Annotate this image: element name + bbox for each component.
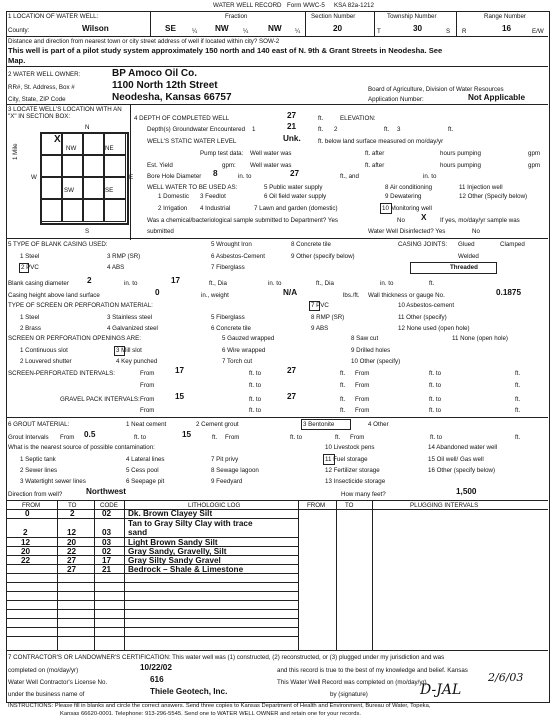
form-title: WATER WELL RECORD — [213, 2, 282, 9]
static-value: Unk. — [283, 134, 301, 143]
encountered-label: Depth(s) Groundwater Encountered — [147, 126, 246, 133]
screen-to: 27 — [287, 366, 297, 375]
casing-pvc: 2 PVC — [21, 264, 39, 271]
distance-text-2: Map. — [8, 56, 26, 65]
address-label: RR#, St. Address, Box # — [8, 84, 75, 91]
application-value: Not Applicable — [468, 93, 526, 102]
city-label: City, State, ZIP Code — [8, 96, 66, 103]
contam-fuel-storage: 11 Fuel storage — [325, 456, 368, 463]
mile-label: 1 Mile — [12, 143, 19, 160]
depth-value: 27 — [287, 111, 297, 120]
application-label: Application Number: — [368, 96, 424, 103]
owner-label: 2 WATER WELL OWNER: — [8, 71, 81, 78]
casing-diameter: 2 — [87, 276, 92, 285]
grout-bentonite: 3 Bentonite — [303, 421, 335, 428]
fraction-2: NW — [215, 24, 229, 33]
casing-weight: N/A — [283, 288, 298, 297]
fraction-1: SE — [165, 24, 176, 33]
grout-to: 15 — [182, 430, 192, 439]
screen-pvc: 7 PVC — [311, 302, 329, 309]
instructions-line-1: INSTRUCTIONS: Please fill in blanks and circle the correct answers. Send three copies to Kansas Department of Health and Environment, Bureau of Water, Topeka, — [8, 703, 431, 709]
grout-from: 0.5 — [84, 430, 96, 439]
city-value: Neodesha, Kansas 66757 — [112, 92, 232, 103]
fraction-label: Fraction — [225, 13, 248, 20]
well-record-form: WATER WELL RECORD Form WWC-5 KSA 82a-1212 1 LOCATION OF WATER WELL: County: Wilson Fraction SE ¼ NW ¼ NW ¼ Section Number 20 Township Number T 30 S Range Number R 16 E/W Distance and direction from nearest town or city street address of well if located within city? SOW-2 This well is part of a pilot study system approximately 150 north and 140 east of N. 9th & Grant Streets in Neodesha. See Map. 2 WATER WELL OWNER: BP Amoco Oil Co. RR#, St. Address, Box # 1100 North 12th Street City, State, ZIP Code Neodesha, Kansas 66757 Board of Agriculture, Division of Water Resources Application Number: Not Applicable 3 LOCATE WELL'S LOCATION WITH AN "X" IN SECTION BOX: N S W E 1 Mile X NW NE SW SE 4 DEPTH OF COMPLETED WELL 27 ft. ELEVATION: Depth(s) Groundwater Encountered 1 21 ft. 2 ft. 3 ft. WELL'S STATIC WATER LEVEL Unk. ft. below land surface measured on mo/day/yr Pump test data: Well water was ft. after hours pumping gpm Est. Yield gpm: Well water was ft. after hours pumping gpm Bore Hole Diameter 8 in. to 27 ft., and in. to WELL WATER TO BE USED AS: 1 Domestic 2 Irrigation 3 Feedlot 4 Industrial 5 Public water supply 6 Oil field water supply 7 Lawn and garden (domestic) 8 Air conditioning 9 Dewatering 10 Monitoring well 11 Injection well 12 Other (Specify below) Was a chemical/bacteriological sample submitted to Department? Yes No X If yes, mo/day/yr sample was submitted Water Well Disinfected? Yes No 5 TYPE OF BLANK CASING USED: 1 Steel 2 PVC 3 RMP (SR) 4 ABS 5 Wrought Iron 6 Asbestos-Cement 7 Fiberglass 8 Concrete tile 9 Other (specify below) CASING JOINTS: Glued Clamped Welded Threaded Blank casing diameter 2 in. to 17 ft., Dia in. to ft., Dia in. to ft. Casing height above land surface 0 in., weight N/A lbs./ft. Wall thickness or gauge No. 0.1875 TYPE OF SCREEN OR PERFORATION MATERIAL: 1 Steel 2 Brass 3 Stainless steel 4 Galvanized steel 5 Fiberglass 6 Concrete tile 7 PVC 8 RMP (SR) 9 ABS 10 Asbestos-cement 11 Other (specify) 12 None used (open hole) SCREEN OR PERFORATION OPENINGS ARE: 1 Continuous slot 2 Louvered shutter 3 Mill slot 4 Key punched 5 Gauzed wrapped 6 Wire wrapped 7 Torch cut 8 Saw cut 9 Drilled holes 10 Other (specify) 11 None (open hole) SCREEN-PERFORATED INTERVALS: From 17 ft. to 27 ft. From ft. to ft. From ft. to ft. From ft. to ft. GRAVEL PACK INTERVALS: From 15 ft. to 27 ft. From ft. to ft. From ft. to ft. From ft. to ft. 6 GROUT MATERIAL: 1 Neat cement 2 Cement grout 3 Bentonite 4 Other Grout Intervals From 0.5 ft. to 15 ft. From ft. to ft. From ft. to ft. What is the nearest source of possible contamination: 1 Septic tank 2 Sewer lines 3 Watertight sewer lines 4 Lateral lines 5 Cess pool 6 Seepage pit 7 Pit privy 8 Sewage lagoon 9 Feedyard 10 Livestock pens 11 Fuel storage 12 Fertilizer storage 13 Insecticide storage 14 Abandoned water well 15 Oil well/ Gas well 16 Other (specify below) Direction from well? Northwest How many feet? 1,500 FROM TO CODE LITHOLOGIC LOG FROM TO PLUGGING INTERVALS 0 2 02 Dk. Brown Clayey Silt Tan to Gray Silty Clay with trace 2 12 03 sand 12 20 03 Light Brown Sandy Silt 20 22 02 Gray Sandy, Gravelly, Silt 22 27 17 Gray Silty Sandy Gravel 27 21 Bedrock – Shale & Limestone 7 CONTRACTOR'S OR LANDOWNER'S CERTIFICATION: This water well was (1) constructed, (2) reconstructed, or (3) plugged under my jurisdiction and was completed on (mo/day/yr) 10/22/02 and this record is true to the best of my knowledge and belief. Kansas Water Well Contractor's License No. 616 This Water Well Record was completed on (mo/day/yr) 2/6/03 under the business name of Thiele Geotech, Inc. by (signature) D-JAL INSTRUCTIONS: Please fill in blanks and circle the correct answers. Send three copies to Kansas Department of Health and Environment, Bureau of Water, Topeka, Kansas 66620-0001. Telephone: 913-296-5545. Send one to WATER WELL OWNER and retain one for your records. — [0, 0, 556, 725]
distance-feet: 1,500 — [456, 487, 477, 496]
range-value: 16 — [502, 24, 512, 33]
use-label: WELL WATER TO BE USED AS: — [147, 184, 238, 191]
record-date-handwritten: 2/6/03 — [488, 671, 524, 684]
fraction-3: NW — [268, 24, 282, 33]
depth-label: 4 DEPTH OF COMPLETED WELL — [134, 115, 230, 122]
instructions-line-2: Kansas 66620-0001. Telephone: 913-296-5545. Send one to WATER WELL OWNER and retain one for your records. — [60, 711, 361, 717]
screen-from: 17 — [175, 366, 185, 375]
address-value: 1100 North 12th Street — [112, 80, 218, 91]
section-value: 20 — [333, 24, 343, 33]
section-label: Section Number — [311, 13, 356, 20]
gravel-to: 27 — [287, 392, 297, 401]
joints-threaded: Threaded — [450, 264, 478, 271]
certification-text: 7 CONTRACTOR'S OR LANDOWNER'S CERTIFICATION: This water well was (1) constructed, (2) reconstructed, or (3) plugged under my jurisdiction and was — [8, 654, 445, 661]
locate-label: 3 LOCATE WELL'S LOCATION WITH AN "X" IN SECTION BOX: — [8, 106, 122, 120]
distance-label: Distance and direction from nearest town or city street address of well if located within city? SOW-2 — [8, 38, 280, 45]
business-name: Thiele Geotech, Inc. — [150, 687, 228, 696]
bore-to-value: 27 — [290, 169, 300, 178]
casing-label: 5 TYPE OF BLANK CASING USED: — [8, 241, 108, 248]
county-label: County: — [8, 27, 30, 34]
gravel-from: 15 — [175, 392, 185, 401]
bore-label: Bore Hole Diameter — [147, 173, 202, 180]
range-label: Range Number — [484, 13, 526, 20]
elevation-label: ELEVATION: — [340, 115, 376, 122]
grout-label: 6 GROUT MATERIAL: — [8, 421, 70, 428]
county-value: Wilson — [82, 24, 109, 33]
monitoring-well: 10 Monitoring well — [382, 205, 432, 212]
form-number: Form WWC-5 — [287, 2, 325, 9]
casing-height: 0 — [155, 288, 160, 297]
ksa-ref: KSA 82a-1212 — [334, 2, 374, 9]
completed-date: 10/22/02 — [140, 663, 172, 672]
bore-value: 8 — [213, 169, 218, 178]
direction-value: Northwest — [86, 487, 127, 496]
license-number: 616 — [150, 675, 164, 684]
township-label: Township Number — [387, 13, 437, 20]
encountered-value: 21 — [287, 122, 297, 131]
owner-value: BP Amoco Oil Co. — [112, 68, 198, 79]
casing-to: 17 — [171, 276, 181, 285]
chem-no-x: X — [421, 213, 427, 222]
wall-thickness: 0.1875 — [496, 288, 522, 297]
distance-text: This well is part of a pilot study system approximately 150 north and 140 east of N. 9th & Grant Streets in Neodesha. See — [8, 46, 443, 55]
location-x-mark: X — [54, 134, 61, 145]
board-label: Board of Agriculture, Division of Water Resources — [368, 86, 504, 93]
static-label: WELL'S STATIC WATER LEVEL — [147, 138, 237, 145]
signature: D-JAL — [420, 682, 462, 698]
location-label: 1 LOCATION OF WATER WELL: — [8, 13, 99, 20]
township-value: 30 — [413, 24, 423, 33]
opening-mill-slot: 3 Mill slot — [116, 347, 142, 354]
